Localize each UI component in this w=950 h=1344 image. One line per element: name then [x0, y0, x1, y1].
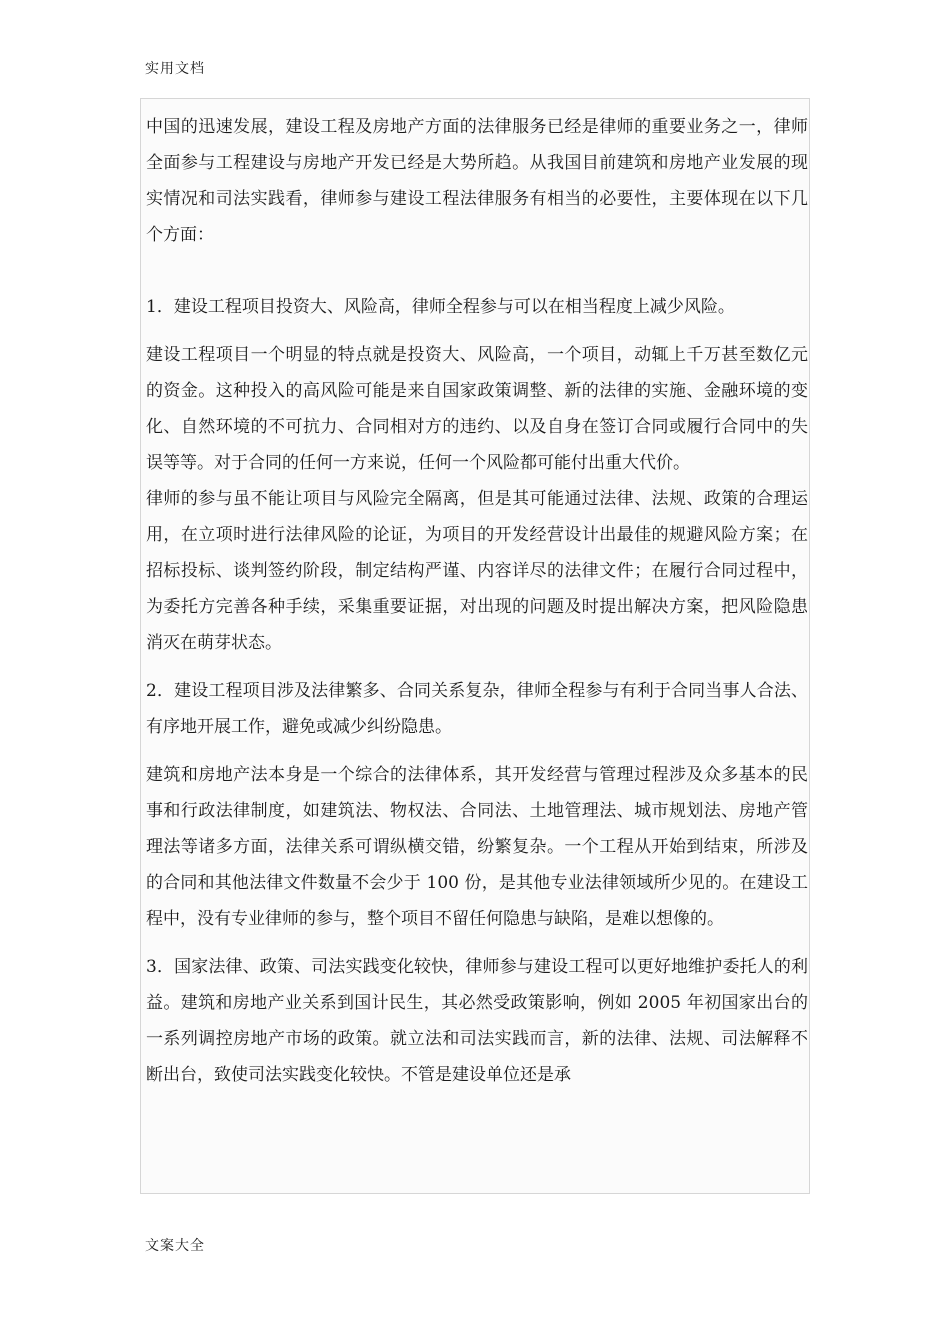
point-1-heading: 1．建设工程项目投资大、风险高，律师全程参与可以在相当程度上减少风险。 [146, 297, 735, 317]
point-2-paragraph: 建筑和房地产法本身是一个综合的法律体系，其开发经营与管理过程涉及众多基本的民事和行政法律制度，如建筑法、物权法、合同法、土地管理法、城市规划法、房地产管理法等诸多方面，法律关系可谓纵横交错，纷繁复杂。一个工程从开始到结束，所涉及的合同和其他法律文件数量不会少于 100 份，是其他专业法律领域所少见的。在建设工程中，没有专业律师的参与，整个项目不留任何隐患与缺陷，是难以想像的。 [146, 765, 808, 929]
page-header: 实用文档 [145, 61, 205, 77]
page-footer: 文案大全 [145, 1238, 205, 1254]
point-3-paragraph: 3．国家法律、政策、司法实践变化较快，律师参与建设工程可以更好地维护委托人的利益。建筑和房地产业关系到国计民生，其必然受政策影响，例如 2005 年初国家出台的一系列调控房地产市场的政策。就立法和司法实践而言，新的法律、法规、司法解释不断出台，致使司法实践变化较快。不管是建设单位还是承 [146, 957, 808, 1085]
point-1-lawyer-paragraph: 律师的参与虽不能让项目与风险完全隔离，但是其可能通过法律、法规、政策的合理运用，在立项时进行法律风险的论证，为项目的开发经营设计出最佳的规避风险方案；在招标投标、谈判签约阶段，制定结构严谨、内容详尽的法律文件；在履行合同过程中，为委托方完善各种手续，采集重要证据，对出现的问题及时提出解决方案，把风险隐患消灭在萌芽状态。 [146, 489, 808, 653]
document-body [140, 98, 810, 1194]
intro-paragraph: 中国的迅速发展，建设工程及房地产方面的法律服务已经是律师的重要业务之一，律师全面参与工程建设与房地产开发已经是大势所趋。从我国目前建筑和房地产业发展的现实情况和司法实践看，律师参与建设工程法律服务有相当的必要性，主要体现在以下几个方面： [146, 117, 808, 245]
point-2-heading: 2．建设工程项目涉及法律繁多、合同关系复杂，律师全程参与有利于合同当事人合法、有序地开展工作，避免或减少纠纷隐患。 [146, 681, 808, 737]
point-1-paragraph: 建设工程项目一个明显的特点就是投资大、风险高，一个项目，动辄上千万甚至数亿元的资金。这种投入的高风险可能是来自国家政策调整、新的法律的实施、金融环境的变化、自然环境的不可抗力、合同相对方的违约、以及自身在签订合同或履行合同中的失误等等。对于合同的任何一方来说，任何一个风险都可能付出重大代价。 [146, 345, 808, 473]
